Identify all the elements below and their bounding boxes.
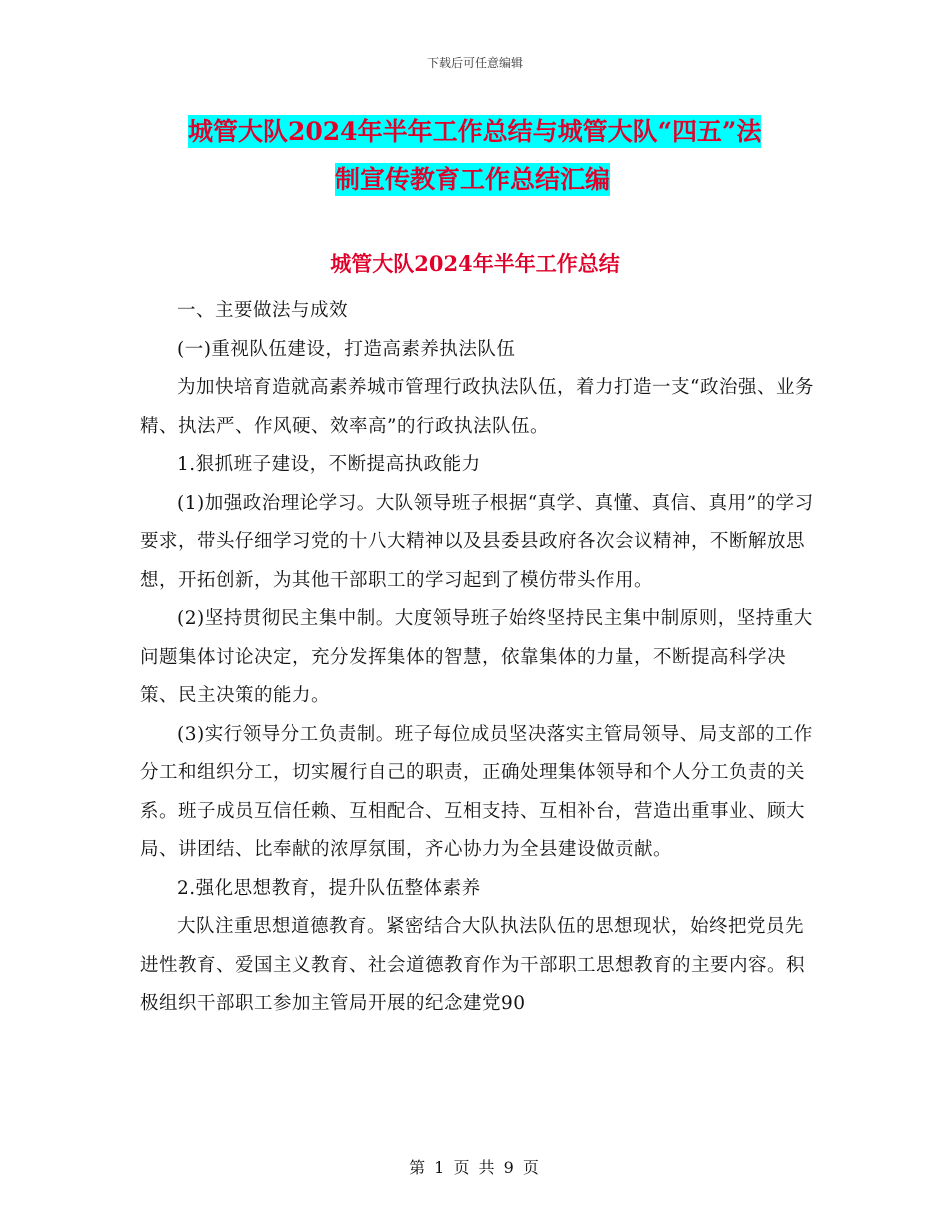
document-title-line-2: [150, 156, 840, 204]
paragraph-moral-education: 大队注重思想道德教育。紧密结合大队执法队伍的思想现状，始终把党员先进性教育、爱国主义教育、社会道德教育作为干部职工思想教育的主要内容。积极组织干部职工参加主管局开展的纪念建党90: [140, 916, 806, 1014]
heading-team-building: (一)重视队伍建设，打造高素养执法队伍: [177, 338, 516, 360]
section-title: 城管大队2024年半年工作总结: [330, 251, 620, 276]
paragraph-democratic-centralism: (2)坚持贯彻民主集中制。大度领导班子始终坚持民主集中制原则，坚持重大问题集体讨论决定，充分发挥集体的智慧，依靠集体的力量，不断提高科学决策、民主决策的能力。: [140, 608, 813, 706]
paragraph-responsibility-system: (3)实行领导分工负责制。班子每位成员坚决落实主管局领导、局支部的工作分工和组织分工，切实履行自己的职责，正确处理集体领导和个人分工负责的关系。班子成员互信任赖、互相配合、互相支持、互相补台，营造出重事业、顾大局、讲团结、比奉献的浓厚氛围，齐心协力为全县建设做贡献。: [140, 723, 813, 860]
page-number: 第 1 页 共 9 页: [409, 1158, 541, 1177]
title-highlight-1: 城管大队2024年半年工作总结与城管大队“四五”法: [188, 117, 762, 146]
title-highlight-2: 制宣传教育工作总结汇编: [335, 165, 611, 194]
heading-main-practices: 一、主要做法与成效: [177, 300, 349, 321]
paragraph-political-study: (1)加强政治理论学习。大队领导班子根据“真学、真懂、真信、真用”的学习要求，带头仔细学习党的十八大精神以及县委县政府各次会议精神，不断解放思想，开拓创新，为其他干部职工的学习起到了模仿带头作用。: [140, 492, 814, 591]
document-title-line-1: [150, 108, 840, 156]
document-body: [140, 292, 820, 1024]
heading-leadership: 1.狠抓班子建设，不断提高执政能力: [177, 454, 481, 475]
paragraph-intro: 为加快培育造就高素养城市管理行政执法队伍，着力打造一支“政治强、业务精、执法严、作风硬、效率高”的行政执法队伍。: [140, 377, 814, 437]
page-header-note: 下载后可任意编辑: [426, 56, 523, 70]
heading-ideological-education: 2.强化思想教育，提升队伍整体素养: [177, 877, 481, 899]
document-title: [150, 108, 840, 204]
